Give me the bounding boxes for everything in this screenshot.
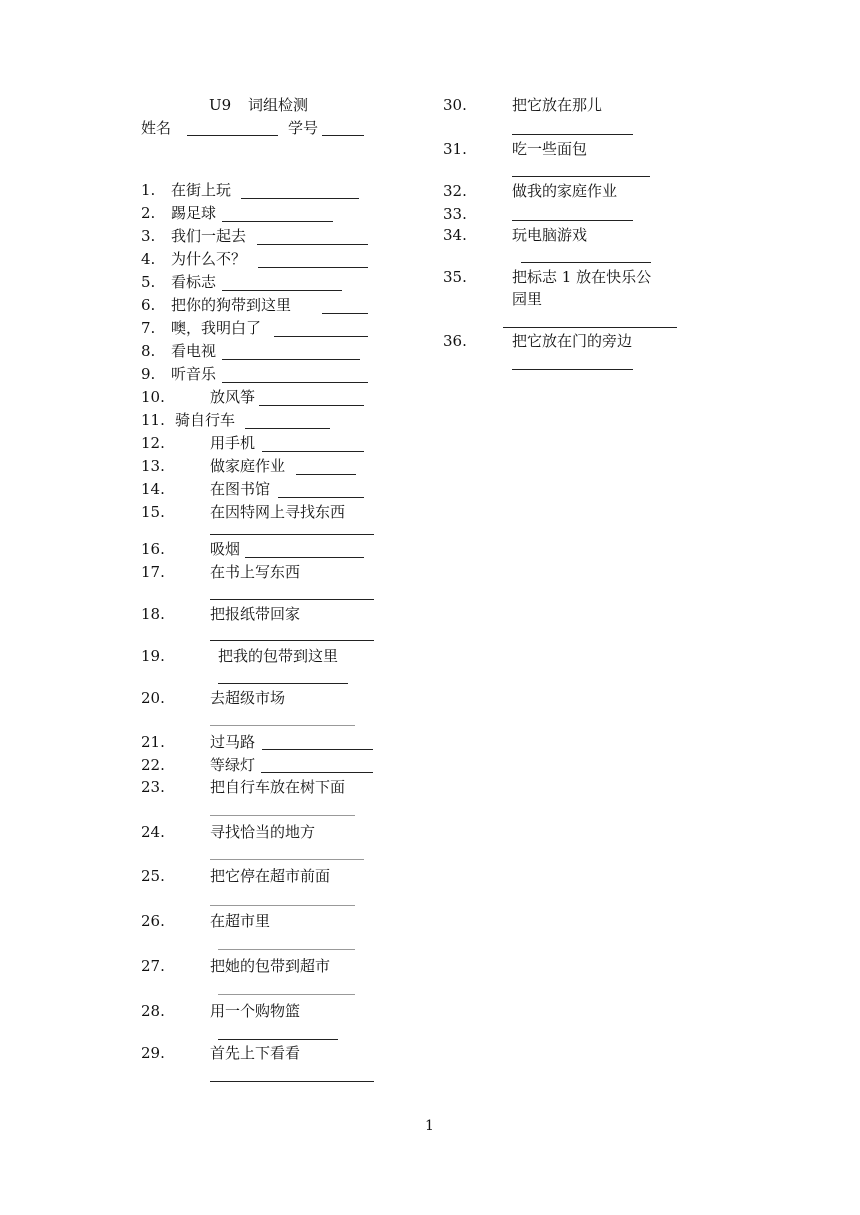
answer-blank[interactable] [210,599,374,600]
item-number: 13. [141,457,165,475]
answer-blank[interactable] [222,290,342,291]
item-text: 吸烟 [210,540,241,558]
item-number: 25. [141,867,165,885]
item-text: 在街上玩 [171,181,232,199]
item-number: 24. [141,823,165,841]
item-text: 把它放在门的旁边 [512,332,633,350]
item-text: 在书上写东西 [210,563,301,581]
answer-blank[interactable] [296,474,356,475]
answer-blank[interactable] [222,382,368,383]
answer-blank[interactable] [218,994,355,995]
item-text: 我们一起去 [171,227,247,245]
item-text: 把报纸带回家 [210,605,301,623]
item-text: 把她的包带到超市 [210,957,331,975]
item-number: 1. [141,181,156,199]
answer-blank[interactable] [210,534,374,535]
item-number: 6. [141,296,156,314]
item-number: 2. [141,204,156,222]
title-unit: U9 [209,96,232,114]
item-number: 8. [141,342,156,360]
item-number: 32. [443,182,467,200]
answer-blank[interactable] [245,428,330,429]
item-text: 放风筝 [210,388,256,406]
answer-blank[interactable] [257,244,368,245]
answer-blank[interactable] [259,405,364,406]
item-number: 23. [141,778,165,796]
page-title: 词组检测 [248,96,309,114]
answer-blank[interactable] [210,905,355,906]
item-number: 36. [443,332,467,350]
item-text: 过马路 [210,733,256,751]
answer-blank[interactable] [274,336,368,337]
item-text: 把自行车放在树下面 [210,778,346,796]
item-number: 29. [141,1044,165,1062]
item-number: 15. [141,503,165,521]
item-number: 34. [443,226,467,244]
item-text: 做我的家庭作业 [512,182,618,200]
answer-blank[interactable] [278,497,364,498]
answer-blank[interactable] [512,176,650,177]
answer-blank[interactable] [512,134,633,135]
name-blank[interactable] [187,135,278,136]
answer-blank[interactable] [258,267,368,268]
item-number: 18. [141,605,165,623]
item-text: 在因特网上寻找东西 [210,503,346,521]
item-text: 在超市里 [210,912,271,930]
item-text: 去超级市场 [210,689,286,707]
answer-blank[interactable] [322,313,368,314]
item-number: 4. [141,250,156,268]
item-number: 19. [141,647,165,665]
item-text-continued: 园里 [512,290,543,308]
item-number: 28. [141,1002,165,1020]
answer-blank[interactable] [218,683,348,684]
answer-blank[interactable] [512,369,633,370]
item-number: 7. [141,319,156,337]
item-text: 踢足球 [171,204,217,222]
item-number: 33. [443,205,467,223]
answer-blank[interactable] [222,359,360,360]
item-text: 把我的包带到这里 [218,647,339,665]
answer-blank[interactable] [261,772,373,773]
item-text: 噢，我明白了 [171,319,262,337]
answer-blank[interactable] [218,949,355,950]
answer-blank[interactable] [210,640,374,641]
item-text: 在图书馆 [210,480,271,498]
answer-blank[interactable] [245,557,364,558]
item-number: 20. [141,689,165,707]
answer-blank[interactable] [218,1039,338,1040]
answer-blank[interactable] [503,327,677,328]
item-text: 等绿灯 [210,756,256,774]
item-text: 听音乐 [171,365,217,383]
id-label: 学号 [288,119,319,137]
id-blank[interactable] [322,135,364,136]
item-number: 11. [141,411,165,429]
item-text: 做家庭作业 [210,457,286,475]
item-text: 把它停在超市前面 [210,867,331,885]
item-number: 17. [141,563,165,581]
page-number: 1 [425,1118,434,1134]
answer-blank[interactable] [210,859,364,860]
item-text: 为什么不？ [171,250,247,268]
item-number: 31. [443,140,467,158]
answer-blank[interactable] [512,220,633,221]
item-number: 9. [141,365,156,383]
item-text: 首先上下看看 [210,1044,301,1062]
item-number: 16. [141,540,165,558]
item-number: 10. [141,388,165,406]
item-number: 26. [141,912,165,930]
answer-blank[interactable] [222,221,333,222]
item-text: 看电视 [171,342,217,360]
answer-blank[interactable] [241,198,359,199]
item-text: 用一个购物篮 [210,1002,301,1020]
item-number: 30. [443,96,467,114]
item-text: 骑自行车 [175,411,236,429]
item-text: 把你的狗带到这里 [171,296,292,314]
item-text: 玩电脑游戏 [512,226,588,244]
item-number: 12. [141,434,165,452]
answer-blank[interactable] [210,815,355,816]
item-number: 3. [141,227,156,245]
item-number: 27. [141,957,165,975]
item-text: 看标志 [171,273,217,291]
answer-blank[interactable] [210,1081,374,1082]
item-text: 寻找恰当的地方 [210,823,316,841]
answer-blank[interactable] [262,451,364,452]
answer-blank[interactable] [521,262,651,263]
item-text: 把标志 1 放在快乐公 [512,268,652,286]
item-text: 把它放在那儿 [512,96,603,114]
item-number: 5. [141,273,156,291]
item-number: 35. [443,268,467,286]
item-number: 22. [141,756,165,774]
answer-blank[interactable] [262,749,373,750]
item-text: 用手机 [210,434,256,452]
item-number: 14. [141,480,165,498]
item-text: 吃一些面包 [512,140,588,158]
name-label: 姓名 [141,119,172,137]
answer-blank[interactable] [210,725,355,726]
item-number: 21. [141,733,165,751]
